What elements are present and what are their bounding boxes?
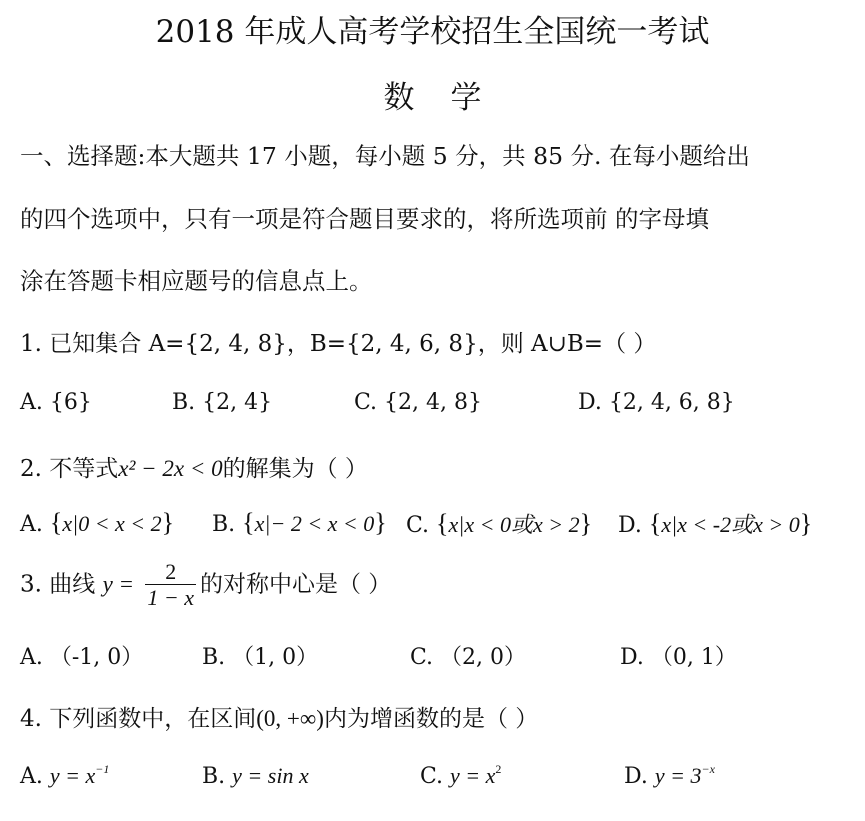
q2-option-c-math: x|x < 0或x > 2	[448, 512, 580, 537]
q4-stem-suffix: 内为增函数的是（ ）	[323, 706, 539, 732]
exam-title: 2018 年成人高考学校招生全国统一考试	[155, 14, 710, 50]
q4-option-c-exp: 2	[495, 762, 502, 776]
q2-option-b-label: B.	[212, 512, 236, 537]
q2-option-c-label: C.	[406, 513, 430, 538]
q1-option-b: B. {2, 4}	[172, 390, 273, 415]
q1-option-d: D. {2, 4, 6, 8}	[578, 390, 735, 415]
q4-option-d-math: y = 3	[654, 763, 702, 788]
q4-option-a	[20, 763, 109, 789]
q3-fraction	[145, 560, 196, 611]
q2-option-c: C. {x|x < 0或x > 2}	[406, 509, 593, 538]
q3-option-d: D. （0, 1）	[620, 645, 737, 670]
q4-stem-math: (0, +∞)	[256, 706, 324, 731]
q4-option-b-math: y = sin x	[232, 763, 309, 788]
q2-option-b-math: x|− 2 < x < 0	[254, 511, 375, 536]
q2-option-a-label: A.	[20, 512, 43, 537]
q4-option-a-label: A.	[20, 764, 43, 789]
question-2-stem	[20, 450, 368, 483]
instruction-line-2: 的四个选项中，只有一项是符合题目要求的，将所选项前 的字母填	[20, 205, 709, 233]
q4-option-c	[420, 763, 501, 789]
q3-fraction-numerator: 2	[165, 559, 177, 584]
instruction-line-3: 涂在答题卡相应题号的信息点上。	[20, 267, 373, 295]
q2-stem-suffix: 的解集为（ ）	[222, 456, 368, 482]
question-3-stem	[20, 560, 391, 611]
q2-option-d-math: x|x < -2或x > 0	[661, 512, 800, 537]
instruction-line-1: 一、选择题:本大题共 17 小题，每小题 5 分，共 85 分. 在每小题给出	[20, 142, 750, 170]
q4-stem-prefix: 4. 下列函数中，在区间	[20, 706, 257, 732]
subject-heading	[0, 72, 865, 117]
q4-option-a-math: y = x	[49, 763, 96, 788]
question-4-stem	[20, 700, 538, 733]
q2-stem-prefix: 2. 不等式	[20, 456, 119, 482]
q3-option-a: A. （-1, 0）	[20, 645, 144, 670]
q4-option-d	[624, 763, 715, 789]
q2-option-a: A. {x|0 < x < 2}	[20, 508, 175, 537]
q3-fraction-denominator: 1 − x	[147, 585, 194, 610]
q3-stem-prefix: 3. 曲线	[20, 571, 96, 598]
q1-option-a: A. {6}	[20, 390, 92, 415]
q2-option-b: B. {x|− 2 < x < 0}	[212, 508, 387, 537]
q2-stem-math: x² − 2x < 0	[118, 456, 223, 481]
q4-option-a-exp: −1	[95, 762, 110, 776]
q4-option-b-label: B.	[202, 764, 226, 789]
q2-option-d-label: D.	[618, 513, 642, 538]
q4-option-d-label: D.	[624, 764, 648, 789]
q2-option-a-math: x|0 < x < 2	[62, 511, 162, 536]
q4-option-c-math: y = x	[450, 763, 496, 788]
q3-y-eq: y =	[102, 571, 135, 597]
q4-option-c-label: C.	[420, 764, 444, 789]
q2-option-d: D. {x|x < -2或x > 0}	[618, 509, 813, 538]
question-1-stem: 1. 已知集合 A={2, 4, 8}，B={2, 4, 6, 8}，则 A∪B=（ ）	[20, 331, 657, 357]
subject-char-2: 学	[450, 80, 482, 116]
q3-option-c: C. （2, 0）	[410, 645, 527, 670]
q4-option-b	[202, 763, 309, 789]
q1-option-c: C. {2, 4, 8}	[354, 390, 482, 415]
q3-stem-suffix: 的对称中心是（ ）	[200, 571, 392, 598]
q4-option-d-exp: −x	[701, 762, 715, 776]
q3-option-b: B. （1, 0）	[202, 645, 319, 670]
subject-char-1: 数	[383, 80, 415, 116]
